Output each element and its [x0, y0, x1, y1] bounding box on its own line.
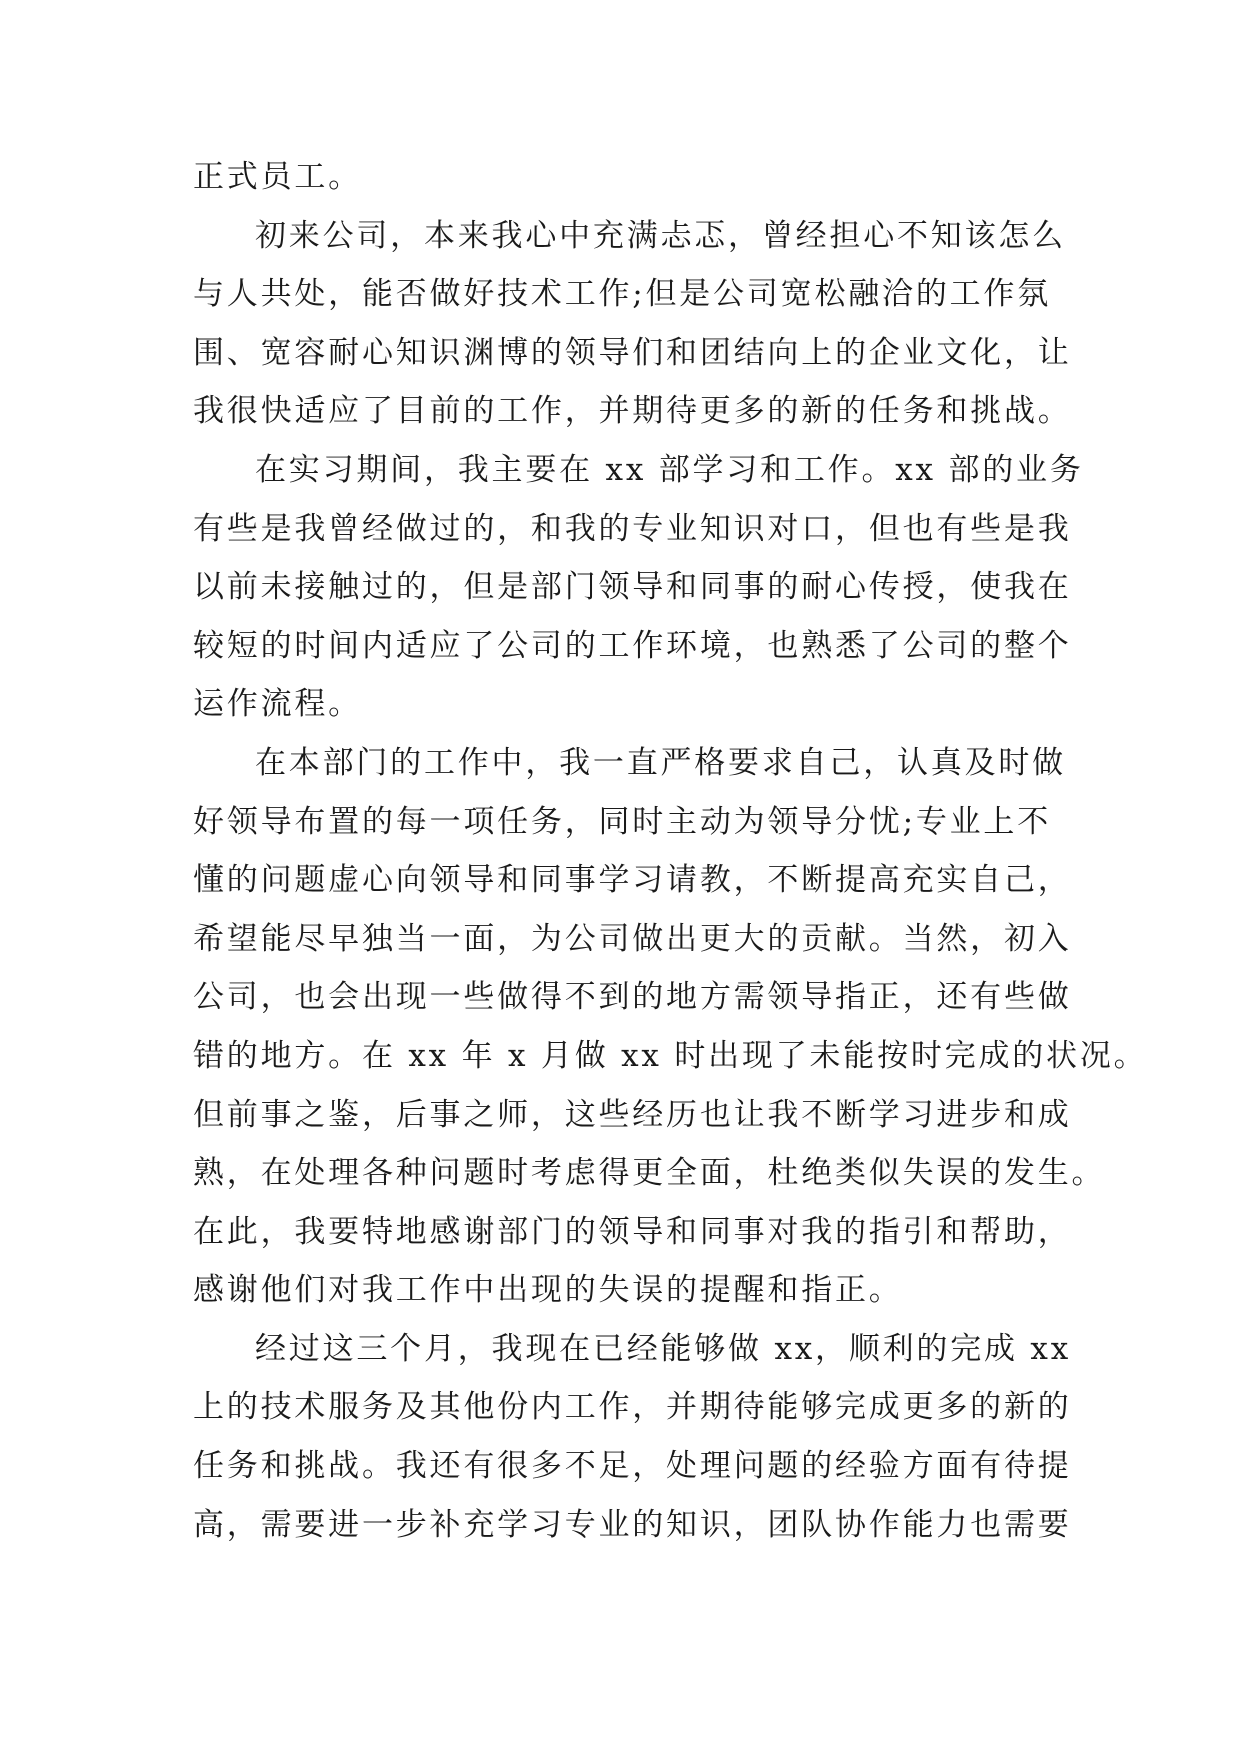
paragraph-line: 希望能尽早独当一面，为公司做出更大的贡献。当然，初入 — [193, 920, 1072, 957]
paragraph-line: 熟，在处理各种问题时考虑得更全面，杜绝类似失误的发生。 — [193, 1155, 1106, 1192]
paragraph-first-line: 初来公司，本来我心中充满忐忑，曾经担心不知该怎么 — [255, 217, 1066, 254]
paragraph-line: 懂的问题虚心向领导和同事学习请教，不断提高充实自己， — [193, 862, 1072, 899]
paragraph-line: 好领导布置的每一项任务，同时主动为领导分忧;专业上不 — [193, 803, 1051, 840]
paragraph-line: 高，需要进一步补充学习专业的知识，团队协作能力也需要 — [193, 1506, 1072, 1543]
paragraph-first-line: 经过这三个月，我现在已经能够做 xx，顺利的完成 xx — [255, 1330, 1071, 1367]
paragraph-line: 与人共处，能否做好技术工作;但是公司宽松融洽的工作氛 — [193, 276, 1051, 313]
paragraph-line: 公司，也会出现一些做得不到的地方需领导指正，还有些做 — [193, 979, 1072, 1016]
paragraph-line: 上的技术服务及其他份内工作，并期待能够完成更多的新的 — [193, 1389, 1072, 1426]
document-body — [193, 148, 1148, 1554]
paragraph-line: 感谢他们对我工作中出现的失误的提醒和指正。 — [193, 1272, 903, 1309]
paragraph-line: 在此，我要特地感谢部门的领导和同事对我的指引和帮助， — [193, 1213, 1072, 1250]
paragraph-line: 我很快适应了目前的工作，并期待更多的新的任务和挑战。 — [193, 393, 1072, 430]
paragraph-line: 以前未接触过的，但是部门领导和同事的耐心传授，使我在 — [193, 569, 1072, 606]
paragraph-line: 正式员工。 — [193, 159, 362, 195]
paragraph-first-line: 在实习期间，我主要在 xx 部学习和工作。xx 部的业务 — [255, 451, 1084, 488]
paragraph-line: 较短的时间内适应了公司的工作环境，也熟悉了公司的整个 — [193, 627, 1072, 664]
paragraph-line: 任务和挑战。我还有很多不足，处理问题的经验方面有待提 — [193, 1448, 1072, 1485]
paragraph-line: 有些是我曾经做过的，和我的专业知识对口，但也有些是我 — [193, 510, 1072, 547]
paragraph-line: 错的地方。在 xx 年 x 月做 xx 时出现了未能按时完成的状况。 — [193, 1037, 1148, 1074]
paragraph-first-line: 在本部门的工作中，我一直严格要求自己，认真及时做 — [255, 744, 1066, 781]
paragraph-line: 围、宽容耐心知识渊博的领导们和团结向上的企业文化，让 — [193, 334, 1072, 371]
paragraph-line: 运作流程。 — [193, 686, 362, 723]
paragraph-line: 但前事之鉴，后事之师，这些经历也让我不断学习进步和成 — [193, 1096, 1072, 1133]
